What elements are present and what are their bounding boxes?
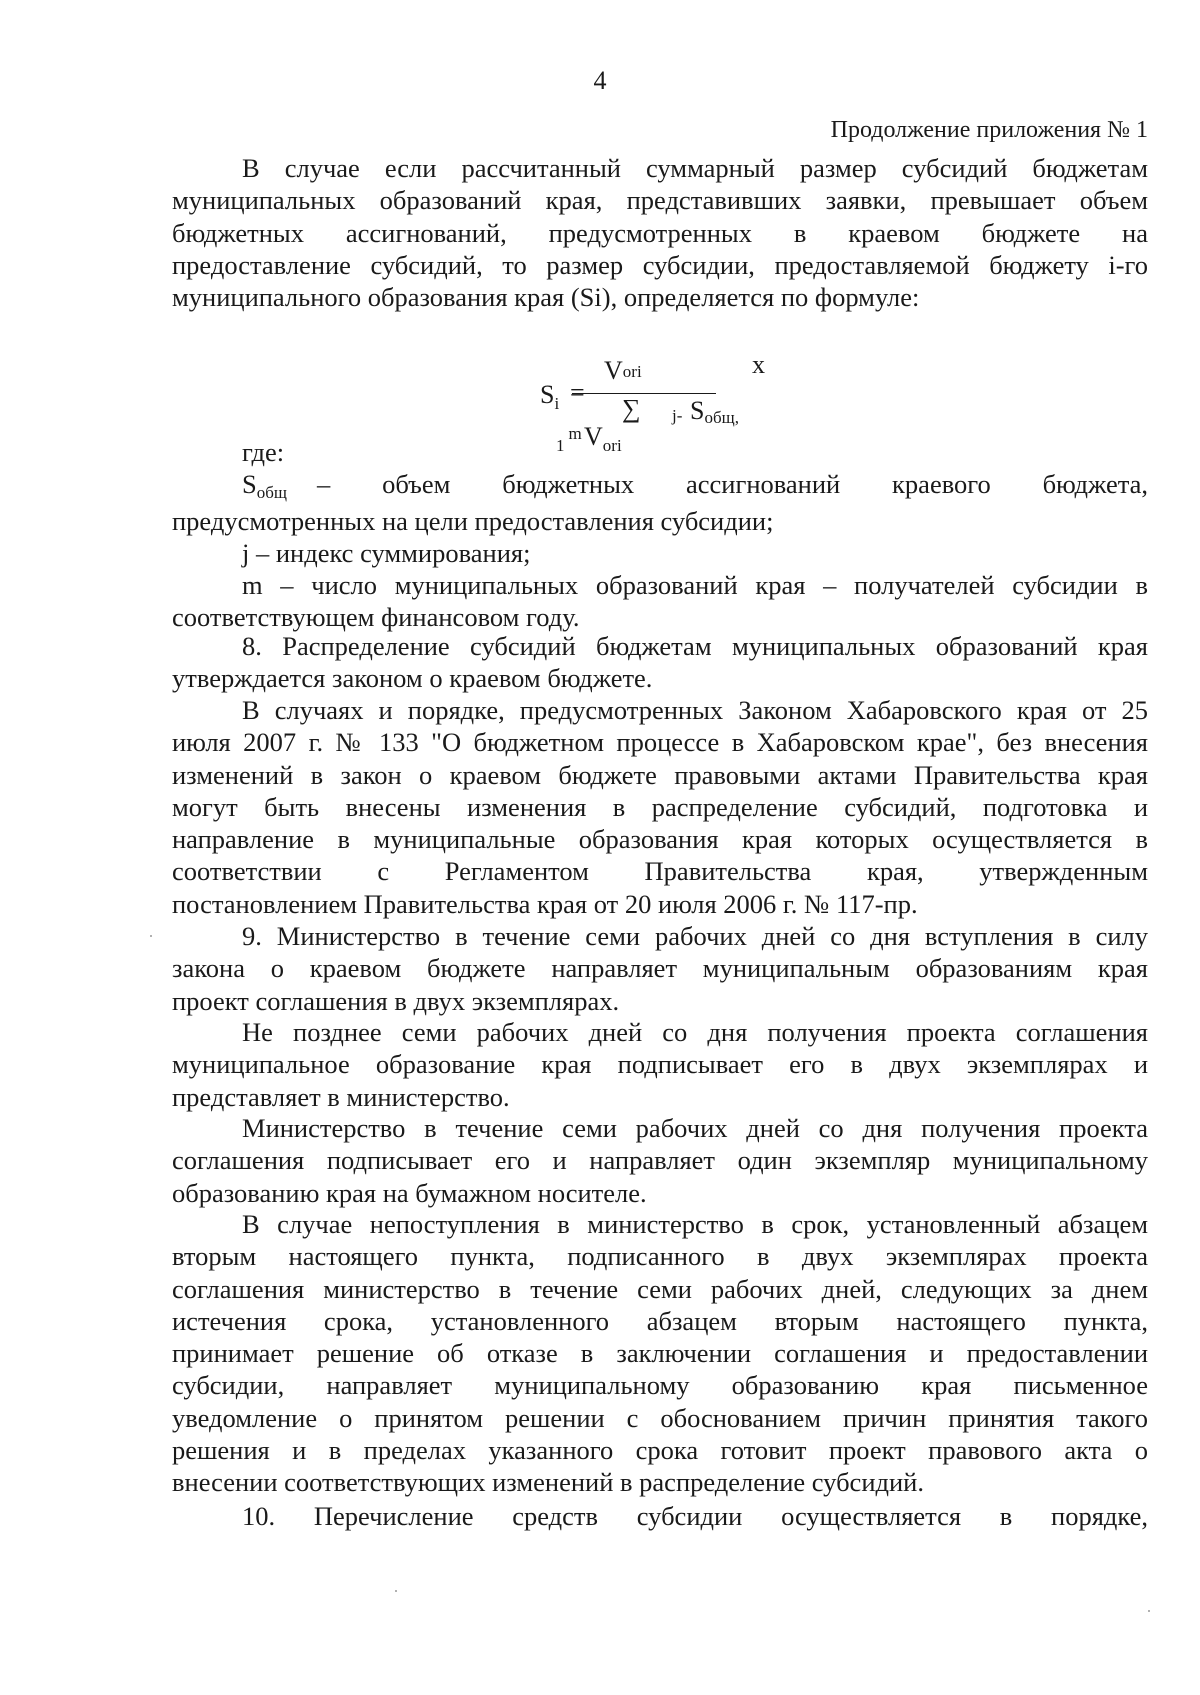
- paragraph-item-9-refusal: [172, 1208, 1148, 1499]
- paragraph-item-9-signing: [172, 1016, 1148, 1113]
- text-line: предоставление субсидий, то размер субсидии, предоставляемой бюджету i-го: [172, 249, 1148, 280]
- paragraph-item-8-cases: [172, 694, 1148, 920]
- summation-limits: 1m: [556, 424, 582, 455]
- formula-numerator: Vori: [604, 356, 642, 385]
- text-line: закона о краевом бюджете направляет муниципальным образованиям края: [172, 953, 1148, 984]
- text-line: m – число муниципальных образований края – получателей субсидии в: [242, 570, 1148, 601]
- s-total-symbol: Sобщ: [242, 469, 287, 503]
- text-line: муниципального образования края (Si), определяется по формуле:: [172, 282, 920, 313]
- text-line: могут быть внесены изменения в распределение субсидий, подготовка и: [172, 791, 1148, 822]
- text-line: бюджетных ассигнований, предусмотренных в краевом бюджете на: [172, 217, 1148, 248]
- text-line: В случае непоступления в министерство в срок, установленный абзацем: [242, 1209, 1148, 1239]
- text-line: уведомление о принятом решении с обоснованием причин принятия такого: [172, 1402, 1148, 1433]
- text-line: Министерство в течение семи рабочих дней со дня получения проекта: [242, 1113, 1148, 1143]
- paragraph-item-8: [172, 630, 1148, 695]
- text-line: предусмотренных на цели предоставления субсидии;: [172, 505, 774, 536]
- where-label: где:: [242, 437, 285, 467]
- text-line: направление в муниципальные образования края которых осуществляется в: [172, 824, 1148, 855]
- text-line: Не позднее семи рабочих дней со дня получения проекта соглашения: [242, 1017, 1148, 1047]
- formula-multiply: x: [752, 350, 765, 379]
- text-line: муниципальных образований края, представивших заявки, превышает объем: [172, 185, 1148, 216]
- text-line: В случаях и порядке, предусмотренных Законом Хабаровского края от 25: [242, 695, 1148, 725]
- text-line: соответствующем финансовом году.: [172, 602, 580, 633]
- text-line: В случае если рассчитанный суммарный размер субсидий бюджетам: [242, 153, 1148, 183]
- text-line: решения и в пределах указанного срока готовит проект правового акта о: [172, 1435, 1148, 1466]
- paragraph-item-10: [172, 1500, 1148, 1532]
- paragraph-item-9-ministry: [172, 1112, 1148, 1209]
- text-line: соответствии с Регламентом Правительства края, утвержденным: [172, 856, 1148, 887]
- formula-s-total: Sобщ,: [690, 396, 739, 427]
- text-line: 10. Перечисление средств субсидии осуществляется в порядке,: [242, 1501, 1148, 1531]
- text-line: муниципальное образование края подписывает его в двух экземплярах и: [172, 1049, 1148, 1080]
- text-line: июля 2007 г. № 133 "О бюджетном процессе в Хабаровском крае", без внесения: [172, 727, 1148, 758]
- text-line: 9. Министерство в течение семи рабочих дней со дня вступления в силу: [242, 921, 1148, 951]
- text-line: Sобщ – объем бюджетных ассигнований краевого бюджета,: [172, 468, 1148, 504]
- formula-lhs: $S_i$: [540, 380, 560, 413]
- text-line: проект соглашения в двух экземплярах.: [172, 985, 620, 1016]
- text-line: изменений в закон о краевом бюджете правовыми актами Правительства края: [172, 759, 1148, 790]
- page-number: 4: [593, 66, 607, 95]
- fraction-bar: [572, 393, 716, 394]
- text-line: истечения срока, установленного абзацем вторым настоящего пункта,: [172, 1305, 1148, 1336]
- scan-speck: [1148, 1610, 1150, 1612]
- text-line: внесении соответствующих изменений в распределение субсидий.: [172, 1467, 924, 1498]
- summation-symbol: ∑: [622, 394, 641, 423]
- paragraph-item-9: [172, 920, 1148, 1017]
- paragraph-subsidy-calc: [172, 152, 1148, 313]
- summation-index: j-: [672, 406, 683, 425]
- text-line: соглашения министерство в течение семи рабочих дней, следующих за днем: [172, 1273, 1148, 1304]
- formula-denominator: $V_{ori}$: [584, 422, 622, 455]
- appendix-continuation-label: Продолжение приложения № 1: [830, 117, 1148, 143]
- scan-speck: [395, 1590, 397, 1592]
- text-line: субсидии, направляет муниципальному образованию края письменное: [172, 1370, 1148, 1401]
- text-line: j – индекс суммирования;: [242, 537, 531, 568]
- where-definitions: [172, 424, 1148, 634]
- text-line: принимает решение об отказе в заключении соглашения и предоставлении: [172, 1338, 1148, 1369]
- scan-speck: [150, 935, 152, 937]
- text-line: вторым настоящего пункта, подписанного в двух экземплярах проекта: [172, 1241, 1148, 1272]
- text-line: утверждается законом о краевом бюджете.: [172, 663, 653, 694]
- text-line: образованию края на бумажном носителе.: [172, 1177, 647, 1208]
- text-line: соглашения подписывает его и направляет один экземпляр муниципальному: [172, 1145, 1148, 1176]
- text-line: постановлением Правительства края от 20 июля 2006 г. № 117-пр.: [172, 888, 918, 919]
- text-line: представляет в министерство.: [172, 1081, 510, 1112]
- text-line: 8. Распределение субсидий бюджетам муниципальных образований края: [242, 631, 1148, 661]
- formula-equals: =: [570, 378, 585, 407]
